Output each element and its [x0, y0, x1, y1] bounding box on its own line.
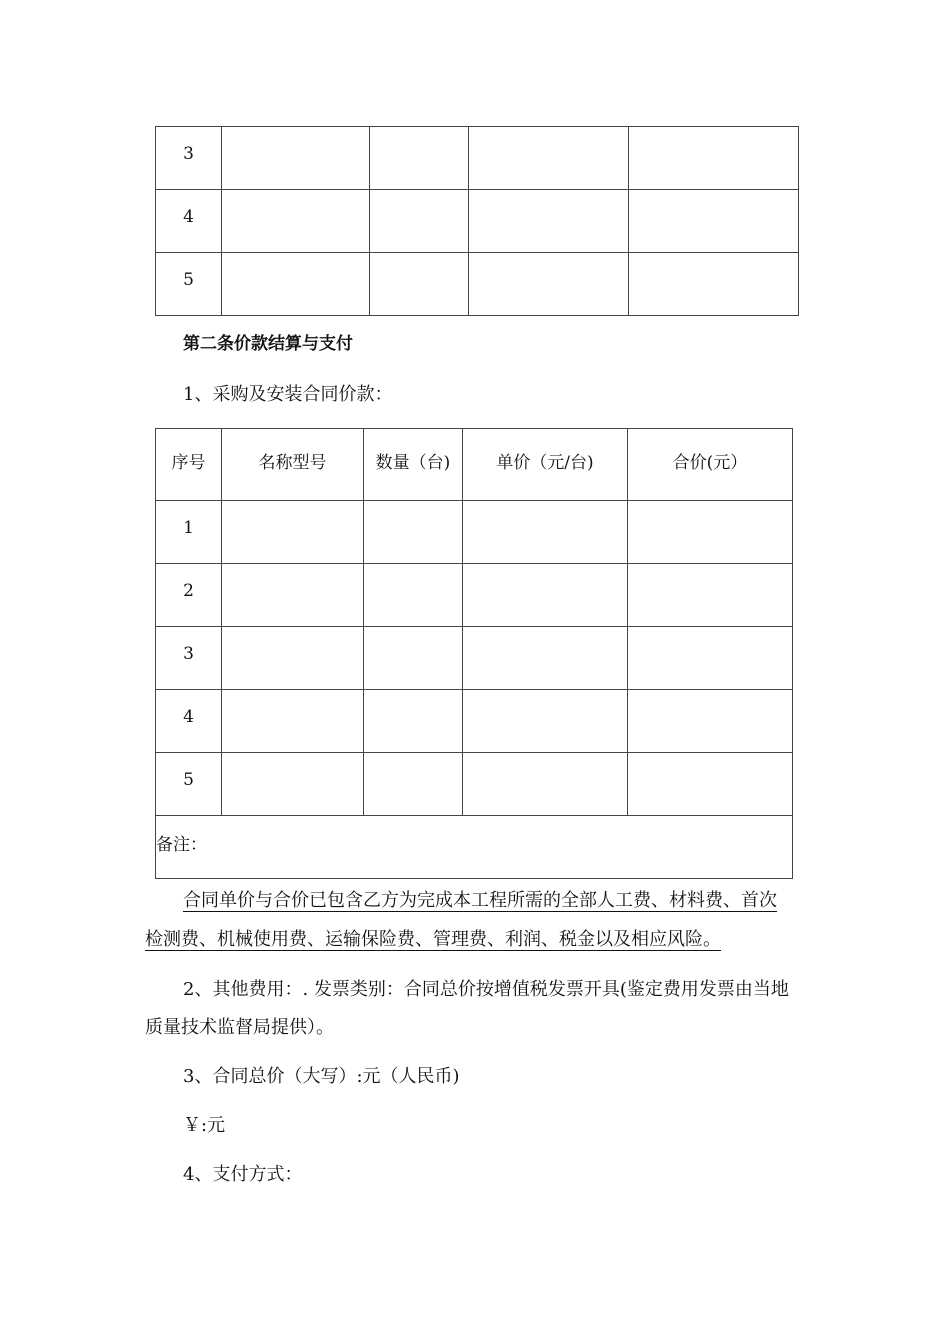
- table-cell: [463, 501, 628, 564]
- table-cell: [364, 627, 463, 690]
- table-cell: [364, 753, 463, 816]
- table-cell: [364, 564, 463, 627]
- row-number: 4: [156, 190, 222, 253]
- table-cell: [463, 627, 628, 690]
- table-cell: [364, 501, 463, 564]
- table-row: [156, 627, 793, 690]
- table-cell: [222, 690, 364, 753]
- table-cell: [370, 127, 469, 190]
- table-cell: [463, 564, 628, 627]
- header-unit-price: 单价（元/台): [463, 429, 628, 501]
- row-number: 5: [156, 253, 222, 316]
- header-name-model: 名称型号: [222, 429, 364, 501]
- section-heading: 第二条价款结算与支付: [183, 334, 353, 354]
- note-label: 备注：: [156, 834, 207, 855]
- item-4-payment-method: 4、支付方式：: [183, 1164, 303, 1185]
- price-table: [155, 428, 793, 879]
- table-cell: [629, 127, 799, 190]
- top-table: [155, 126, 799, 316]
- table-cell: [222, 253, 370, 316]
- row-number: 5: [156, 753, 222, 816]
- table-row: [156, 190, 799, 253]
- contract-note-line-1: 合同单价与合价已包含乙方为完成本工程所需的全部人工费、材料费、首次: [183, 890, 777, 911]
- table-cell: [222, 753, 364, 816]
- table-cell: [222, 501, 364, 564]
- table-cell: [628, 501, 793, 564]
- table-cell: [222, 127, 370, 190]
- row-number: 1: [156, 501, 222, 564]
- table-cell: [469, 127, 629, 190]
- item-1-label: 1、采购及安装合同价款：: [183, 384, 393, 405]
- contract-note-line-2: 检测费、机械使用费、运输保险费、管理费、利润、税金以及相应风险。: [145, 929, 721, 950]
- note-row: [156, 816, 793, 879]
- table-cell: [628, 564, 793, 627]
- table-cell: [629, 190, 799, 253]
- table-cell: [370, 253, 469, 316]
- table-row: [156, 253, 799, 316]
- table-row: [156, 564, 793, 627]
- table-cell: [628, 627, 793, 690]
- row-number: 3: [156, 627, 222, 690]
- table-cell: [222, 190, 370, 253]
- header-no: 序号: [156, 429, 222, 501]
- item-3-total-price: 3、合同总价（大写）:元（人民币): [183, 1066, 460, 1087]
- note-cell: [156, 816, 793, 879]
- row-number: 4: [156, 690, 222, 753]
- row-number: 2: [156, 564, 222, 627]
- table-row: [156, 127, 799, 190]
- item-2-line-1: 2、其他费用：. 发票类别：合同总价按增值税发票开具(鉴定费用发票由当地: [183, 979, 789, 1000]
- table-cell: [364, 690, 463, 753]
- item-2-line-2: 质量技术监督局提供）。: [145, 1017, 334, 1038]
- table-cell: [628, 753, 793, 816]
- table-row: [156, 690, 793, 753]
- table-cell: [370, 190, 469, 253]
- table-cell: [469, 253, 629, 316]
- table-row: [156, 753, 793, 816]
- table-cell: [629, 253, 799, 316]
- table-header-row: [156, 429, 793, 501]
- header-quantity: 数量（台): [364, 429, 463, 501]
- table-cell: [628, 690, 793, 753]
- table-cell: [469, 190, 629, 253]
- table-row: [156, 501, 793, 564]
- table-cell: [222, 564, 364, 627]
- row-number: 3: [156, 127, 222, 190]
- table-cell: [463, 753, 628, 816]
- table-cell: [222, 627, 364, 690]
- header-total-price: 合价(元）: [628, 429, 793, 501]
- table-cell: [463, 690, 628, 753]
- yuan-amount: ￥:元: [183, 1115, 226, 1136]
